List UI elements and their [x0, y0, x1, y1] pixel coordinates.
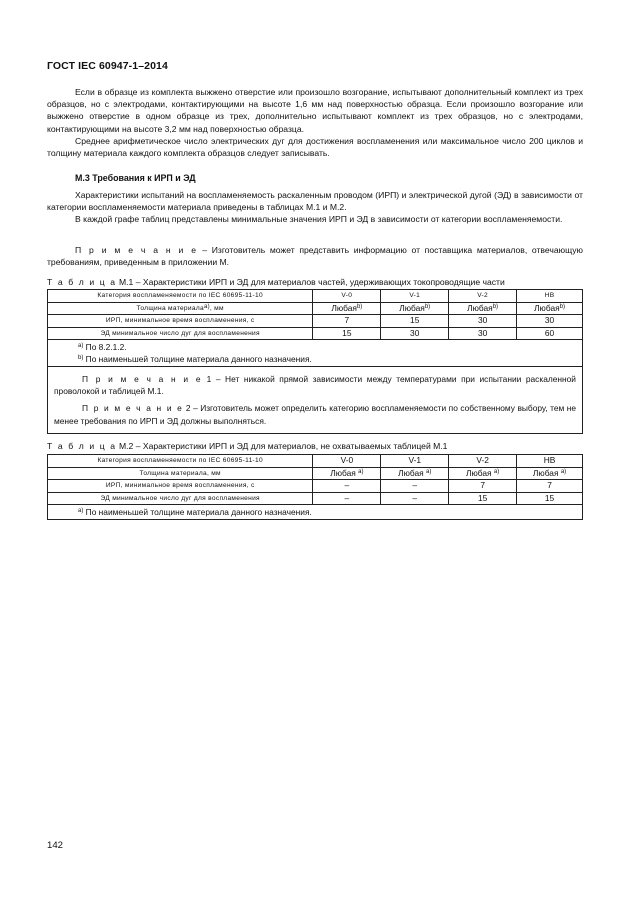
footnote-a: $^{a)}$ По наименьшей толщине материала данного назначения.: [78, 507, 312, 517]
table-cell: 15: [449, 492, 517, 505]
table-row: [48, 327, 583, 340]
table-cell: Любая $^{a)}$: [449, 467, 517, 480]
footnote-b: $^{b)}$ По наименьшей толщине материала данного назначения.: [78, 354, 312, 364]
table-cell: Любая $^{a)}$: [517, 467, 583, 480]
table-cell: 30: [517, 315, 583, 328]
table-header-cell: V-2: [449, 455, 517, 468]
table-cell: 15: [313, 327, 381, 340]
table-cell: ИРП, минимальное время воспламенения, с: [48, 480, 313, 493]
table-footnotes: [48, 340, 583, 367]
table2-caption-label: Т а б л и ц а: [47, 441, 117, 451]
table-header-cell: V-1: [381, 290, 449, 303]
table2-caption: [47, 441, 447, 451]
table-row: [48, 302, 583, 315]
footnote-a: $^{a)}$ По 8.2.1.2.: [78, 342, 127, 352]
table-row: [48, 455, 583, 468]
intro-paragraph-1: Если в образце из комплекта выжжено отверстие или произошло возгорание, испытывают дополнительный комплект из трех образцов, но с электродами, контактирующими на высоте 1,6 мм над поверхностью образца. Если произошло возгорание или выжжено отверстие в одном образце из трех, дополнительно испытывают комплект из трех образцов, но с электродами, контактирующими на высоте 3,2 мм над поверхностью образца.: [47, 87, 583, 134]
table-cell: Любая$^{b)}$: [313, 302, 381, 315]
section-paragraph-1: Характеристики испытаний на воспламеняемость раскаленным проводом (ИРП) и электрической дугой (ЭД) в зависимости от категории воспламеняемости материала приведены в таблицах М.1 и М.2.: [47, 190, 583, 213]
table-cell: –: [313, 492, 381, 505]
table-cell: ЭД минимальное число дуг для воспламенения: [48, 327, 313, 340]
table-row: [48, 367, 583, 434]
table1-caption-label: Т а б л и ц а: [47, 277, 117, 287]
table-row: [48, 290, 583, 303]
table-notes: [48, 367, 583, 434]
table-row: [48, 315, 583, 328]
table-cell: –: [381, 492, 449, 505]
table-cell: 7: [517, 480, 583, 493]
table-cell: Любая$^{b)}$: [381, 302, 449, 315]
table-cell: 15: [517, 492, 583, 505]
section-text: [47, 189, 583, 226]
table-cell: 30: [449, 327, 517, 340]
section-heading: М.3 Требования к ИРП и ЭД: [75, 173, 196, 183]
table-cell: 7: [313, 315, 381, 328]
table-m2: [47, 454, 583, 520]
table-row: [48, 505, 583, 520]
table1-caption: [47, 277, 505, 287]
table-header-cell: HB: [517, 455, 583, 468]
table-cell: Толщина материала, мм: [48, 467, 313, 480]
table-cell: Толщина материала$^{a)}$, мм: [48, 302, 313, 315]
table-header-cell: Категория воспламеняемости по IEC 60695-11-10: [48, 290, 313, 303]
table1-caption-text: М.1 – Характеристики ИРП и ЭД для материалов частей, удерживающих токопроводящие части: [116, 277, 505, 287]
table-cell: Любая$^{b)}$: [517, 302, 583, 315]
table-cell: –: [381, 480, 449, 493]
table-cell: Любая $^{a)}$: [313, 467, 381, 480]
table-note-2: П р и м е ч а н и е 2 – Изготовитель может определить категорию воспламеняемости по собственному выбору, тем не менее требования по ИРП и ЭД должны выполняться.: [54, 403, 576, 426]
table-cell: 7: [449, 480, 517, 493]
table-m1: [47, 289, 583, 434]
table-cell: 30: [449, 315, 517, 328]
table-row: [48, 480, 583, 493]
table-cell: 60: [517, 327, 583, 340]
table-note-1: П р и м е ч а н и е 1 – Нет никакой прямой зависимости между температурами при испытании раскаленной проволокой и таблицей М.1.: [54, 374, 576, 397]
table-header-cell: V-0: [313, 455, 381, 468]
table-cell: 15: [381, 315, 449, 328]
table-cell: Любая$^{b)}$: [449, 302, 517, 315]
note-text: – Изготовитель может представить информацию от поставщика материалов, отвечающую требованиям, приведенным в приложении М.: [47, 245, 583, 268]
document-header: ГОСТ IEC 60947-1–2014: [47, 60, 168, 72]
table-row: [48, 492, 583, 505]
intro-text: [47, 86, 583, 159]
table-header-cell: V-2: [449, 290, 517, 303]
table-row: [48, 467, 583, 480]
table-header-cell: V-1: [381, 455, 449, 468]
table2-caption-text: М.2 – Характеристики ИРП и ЭД для материалов, не охватываемых таблицей М.1: [116, 441, 448, 451]
section-note: [47, 244, 583, 268]
note-label: П р и м е ч а н и е: [75, 245, 198, 255]
page-number: 142: [47, 840, 64, 851]
table-cell: 30: [381, 327, 449, 340]
table-footnotes: [48, 505, 583, 520]
table-cell: ИРП, минимальное время воспламенения, с: [48, 315, 313, 328]
table-header-cell: HB: [517, 290, 583, 303]
table-cell: ЭД минимальное число дуг для воспламенения: [48, 492, 313, 505]
table-cell: –: [313, 480, 381, 493]
table-cell: Любая $^{a)}$: [381, 467, 449, 480]
intro-paragraph-2: Среднее арифметическое число электрических дуг для достижения воспламенения или максимальное число 200 циклов и толщину материала каждого комплекта образцов следует записывать.: [47, 135, 583, 159]
table-header-cell: V-0: [313, 290, 381, 303]
section-paragraph-2: В каждой графе таблиц представлены минимальные значения ИРП и ЭД в зависимости от категории воспламеняемости.: [75, 214, 563, 225]
table-row: [48, 340, 583, 367]
table-header-cell: Категория воспламеняемости по IEC 60695-11-10: [48, 455, 313, 468]
